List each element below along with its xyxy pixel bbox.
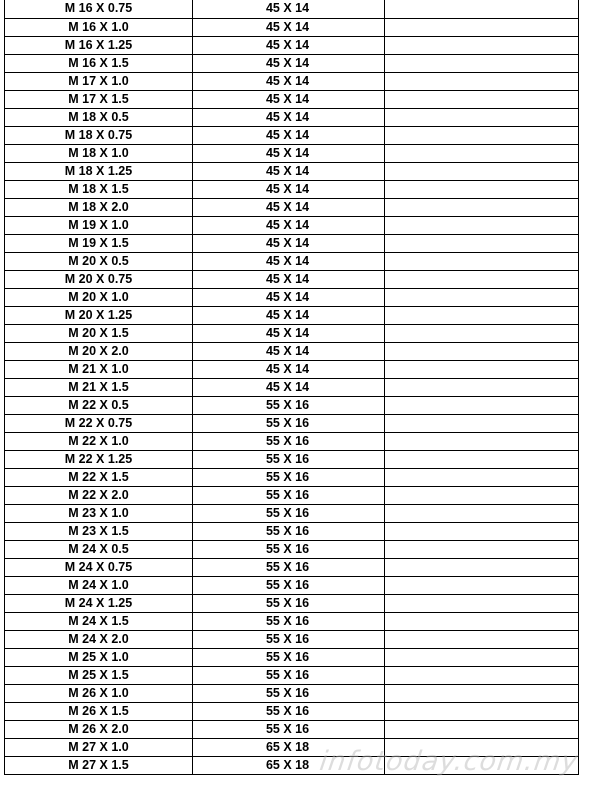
thread-size-table bbox=[4, 0, 579, 775]
empty-cell bbox=[385, 324, 579, 342]
empty-cell bbox=[385, 360, 579, 378]
empty-cell bbox=[385, 396, 579, 414]
size-cell: 45 X 14 bbox=[193, 54, 385, 72]
thread-cell: M 18 X 2.0 bbox=[5, 198, 193, 216]
thread-cell: M 25 X 1.0 bbox=[5, 648, 193, 666]
table-row bbox=[5, 720, 579, 738]
thread-cell: M 24 X 2.0 bbox=[5, 630, 193, 648]
table-row bbox=[5, 738, 579, 756]
table-row bbox=[5, 126, 579, 144]
size-cell: 55 X 16 bbox=[193, 504, 385, 522]
table-row bbox=[5, 0, 579, 18]
thread-cell: M 20 X 1.25 bbox=[5, 306, 193, 324]
size-cell: 45 X 14 bbox=[193, 342, 385, 360]
size-cell: 55 X 16 bbox=[193, 486, 385, 504]
thread-size-sheet bbox=[4, 0, 579, 775]
empty-cell bbox=[385, 450, 579, 468]
table-row bbox=[5, 234, 579, 252]
size-cell: 55 X 16 bbox=[193, 576, 385, 594]
table-row bbox=[5, 702, 579, 720]
size-cell: 45 X 14 bbox=[193, 126, 385, 144]
size-cell: 45 X 14 bbox=[193, 180, 385, 198]
thread-cell: M 25 X 1.5 bbox=[5, 666, 193, 684]
size-cell: 65 X 18 bbox=[193, 756, 385, 774]
thread-cell: M 23 X 1.0 bbox=[5, 504, 193, 522]
table-row bbox=[5, 144, 579, 162]
size-cell: 55 X 16 bbox=[193, 630, 385, 648]
table-body bbox=[5, 0, 579, 774]
size-cell: 45 X 14 bbox=[193, 162, 385, 180]
empty-cell bbox=[385, 90, 579, 108]
thread-cell: M 18 X 1.0 bbox=[5, 144, 193, 162]
size-cell: 45 X 14 bbox=[193, 0, 385, 18]
thread-cell: M 16 X 0.75 bbox=[5, 0, 193, 18]
size-cell: 45 X 14 bbox=[193, 306, 385, 324]
size-cell: 45 X 14 bbox=[193, 360, 385, 378]
empty-cell bbox=[385, 522, 579, 540]
table-row bbox=[5, 450, 579, 468]
empty-cell bbox=[385, 234, 579, 252]
table-row bbox=[5, 612, 579, 630]
thread-cell: M 22 X 1.5 bbox=[5, 468, 193, 486]
thread-cell: M 18 X 0.75 bbox=[5, 126, 193, 144]
size-cell: 55 X 16 bbox=[193, 522, 385, 540]
thread-cell: M 24 X 1.25 bbox=[5, 594, 193, 612]
table-row bbox=[5, 36, 579, 54]
thread-cell: M 17 X 1.5 bbox=[5, 90, 193, 108]
table-row bbox=[5, 414, 579, 432]
table-row bbox=[5, 360, 579, 378]
thread-cell: M 26 X 1.5 bbox=[5, 702, 193, 720]
empty-cell bbox=[385, 144, 579, 162]
thread-cell: M 18 X 0.5 bbox=[5, 108, 193, 126]
table-row bbox=[5, 630, 579, 648]
table-row bbox=[5, 18, 579, 36]
empty-cell bbox=[385, 612, 579, 630]
thread-cell: M 22 X 0.5 bbox=[5, 396, 193, 414]
empty-cell bbox=[385, 684, 579, 702]
table-row bbox=[5, 396, 579, 414]
empty-cell bbox=[385, 594, 579, 612]
size-cell: 55 X 16 bbox=[193, 666, 385, 684]
thread-cell: M 16 X 1.5 bbox=[5, 54, 193, 72]
size-cell: 45 X 14 bbox=[193, 18, 385, 36]
empty-cell bbox=[385, 378, 579, 396]
thread-cell: M 16 X 1.0 bbox=[5, 18, 193, 36]
empty-cell bbox=[385, 108, 579, 126]
empty-cell bbox=[385, 270, 579, 288]
thread-cell: M 20 X 1.0 bbox=[5, 288, 193, 306]
empty-cell bbox=[385, 342, 579, 360]
empty-cell bbox=[385, 288, 579, 306]
empty-cell bbox=[385, 18, 579, 36]
size-cell: 45 X 14 bbox=[193, 144, 385, 162]
empty-cell bbox=[385, 414, 579, 432]
table-row bbox=[5, 162, 579, 180]
size-cell: 45 X 14 bbox=[193, 252, 385, 270]
empty-cell bbox=[385, 180, 579, 198]
size-cell: 55 X 16 bbox=[193, 720, 385, 738]
thread-cell: M 22 X 0.75 bbox=[5, 414, 193, 432]
size-cell: 55 X 16 bbox=[193, 450, 385, 468]
thread-cell: M 21 X 1.0 bbox=[5, 360, 193, 378]
size-cell: 55 X 16 bbox=[193, 558, 385, 576]
table-row bbox=[5, 72, 579, 90]
size-cell: 45 X 14 bbox=[193, 198, 385, 216]
size-cell: 55 X 16 bbox=[193, 612, 385, 630]
empty-cell bbox=[385, 468, 579, 486]
empty-cell bbox=[385, 756, 579, 774]
thread-cell: M 20 X 1.5 bbox=[5, 324, 193, 342]
thread-cell: M 19 X 1.5 bbox=[5, 234, 193, 252]
thread-cell: M 18 X 1.25 bbox=[5, 162, 193, 180]
size-cell: 45 X 14 bbox=[193, 216, 385, 234]
empty-cell bbox=[385, 666, 579, 684]
thread-cell: M 22 X 1.0 bbox=[5, 432, 193, 450]
empty-cell bbox=[385, 504, 579, 522]
thread-cell: M 24 X 1.0 bbox=[5, 576, 193, 594]
empty-cell bbox=[385, 252, 579, 270]
empty-cell bbox=[385, 540, 579, 558]
size-cell: 65 X 18 bbox=[193, 738, 385, 756]
table-row bbox=[5, 180, 579, 198]
size-cell: 55 X 16 bbox=[193, 468, 385, 486]
empty-cell bbox=[385, 432, 579, 450]
size-cell: 45 X 14 bbox=[193, 324, 385, 342]
thread-cell: M 26 X 1.0 bbox=[5, 684, 193, 702]
size-cell: 45 X 14 bbox=[193, 270, 385, 288]
table-row bbox=[5, 468, 579, 486]
empty-cell bbox=[385, 36, 579, 54]
size-cell: 45 X 14 bbox=[193, 90, 385, 108]
empty-cell bbox=[385, 54, 579, 72]
table-row bbox=[5, 666, 579, 684]
table-row bbox=[5, 576, 579, 594]
size-cell: 55 X 16 bbox=[193, 594, 385, 612]
empty-cell bbox=[385, 648, 579, 666]
table-row bbox=[5, 90, 579, 108]
thread-cell: M 22 X 2.0 bbox=[5, 486, 193, 504]
thread-cell: M 23 X 1.5 bbox=[5, 522, 193, 540]
table-row bbox=[5, 270, 579, 288]
thread-cell: M 20 X 0.5 bbox=[5, 252, 193, 270]
thread-cell: M 20 X 2.0 bbox=[5, 342, 193, 360]
thread-cell: M 26 X 2.0 bbox=[5, 720, 193, 738]
empty-cell bbox=[385, 0, 579, 18]
empty-cell bbox=[385, 198, 579, 216]
empty-cell bbox=[385, 162, 579, 180]
watermark: infotoday.com.my bbox=[317, 746, 581, 777]
empty-cell bbox=[385, 486, 579, 504]
size-cell: 55 X 16 bbox=[193, 648, 385, 666]
table-row bbox=[5, 378, 579, 396]
size-cell: 55 X 16 bbox=[193, 396, 385, 414]
empty-cell bbox=[385, 72, 579, 90]
table-row bbox=[5, 198, 579, 216]
empty-cell bbox=[385, 738, 579, 756]
thread-cell: M 21 X 1.5 bbox=[5, 378, 193, 396]
table-row bbox=[5, 306, 579, 324]
table-row bbox=[5, 216, 579, 234]
thread-cell: M 16 X 1.25 bbox=[5, 36, 193, 54]
table-row bbox=[5, 342, 579, 360]
size-cell: 55 X 16 bbox=[193, 432, 385, 450]
table-row bbox=[5, 54, 579, 72]
thread-cell: M 27 X 1.0 bbox=[5, 738, 193, 756]
thread-cell: M 24 X 0.75 bbox=[5, 558, 193, 576]
size-cell: 45 X 14 bbox=[193, 72, 385, 90]
table-row bbox=[5, 594, 579, 612]
empty-cell bbox=[385, 126, 579, 144]
thread-cell: M 27 X 1.5 bbox=[5, 756, 193, 774]
thread-cell: M 20 X 0.75 bbox=[5, 270, 193, 288]
size-cell: 45 X 14 bbox=[193, 234, 385, 252]
empty-cell bbox=[385, 630, 579, 648]
table-row bbox=[5, 486, 579, 504]
table-row bbox=[5, 108, 579, 126]
empty-cell bbox=[385, 576, 579, 594]
table-row bbox=[5, 504, 579, 522]
table-row bbox=[5, 432, 579, 450]
thread-cell: M 24 X 0.5 bbox=[5, 540, 193, 558]
table-row bbox=[5, 648, 579, 666]
size-cell: 55 X 16 bbox=[193, 540, 385, 558]
size-cell: 55 X 16 bbox=[193, 684, 385, 702]
table-row bbox=[5, 288, 579, 306]
table-row bbox=[5, 324, 579, 342]
table-row bbox=[5, 522, 579, 540]
size-cell: 45 X 14 bbox=[193, 36, 385, 54]
empty-cell bbox=[385, 720, 579, 738]
table-row bbox=[5, 540, 579, 558]
table-row bbox=[5, 684, 579, 702]
empty-cell bbox=[385, 558, 579, 576]
thread-cell: M 19 X 1.0 bbox=[5, 216, 193, 234]
thread-cell: M 22 X 1.25 bbox=[5, 450, 193, 468]
thread-cell: M 18 X 1.5 bbox=[5, 180, 193, 198]
empty-cell bbox=[385, 702, 579, 720]
size-cell: 55 X 16 bbox=[193, 414, 385, 432]
size-cell: 45 X 14 bbox=[193, 378, 385, 396]
empty-cell bbox=[385, 216, 579, 234]
empty-cell bbox=[385, 306, 579, 324]
table-row bbox=[5, 558, 579, 576]
table-row bbox=[5, 252, 579, 270]
thread-cell: M 24 X 1.5 bbox=[5, 612, 193, 630]
size-cell: 55 X 16 bbox=[193, 702, 385, 720]
table-row bbox=[5, 756, 579, 774]
size-cell: 45 X 14 bbox=[193, 108, 385, 126]
thread-cell: M 17 X 1.0 bbox=[5, 72, 193, 90]
size-cell: 45 X 14 bbox=[193, 288, 385, 306]
